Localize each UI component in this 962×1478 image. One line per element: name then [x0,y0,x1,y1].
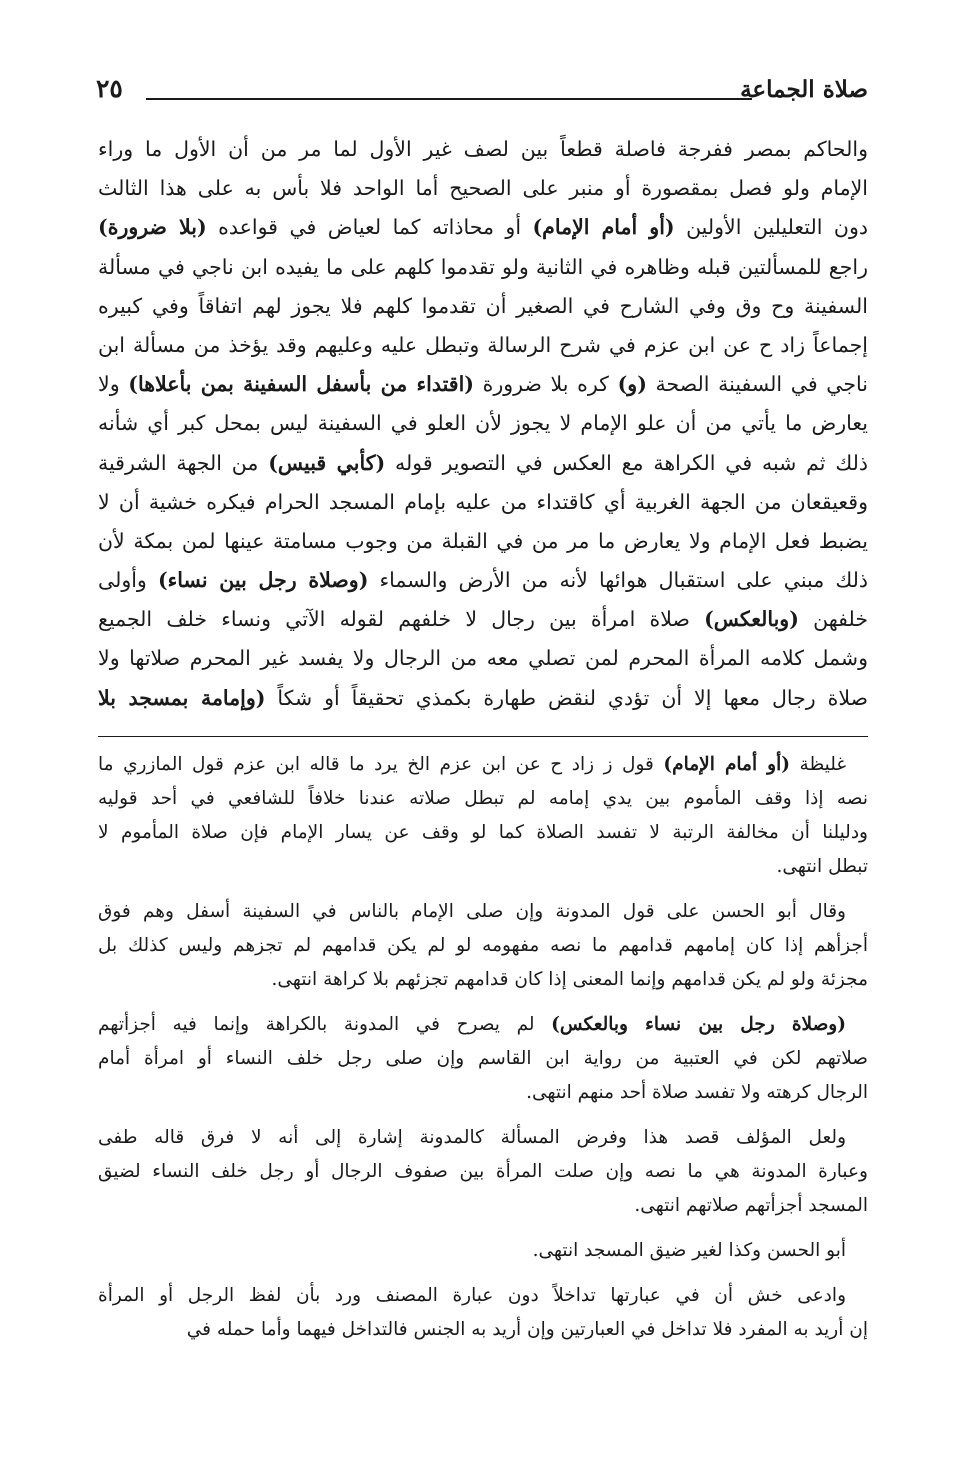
footnote-paragraph [98,1234,868,1268]
chapter-title: صلاة الجماعة [740,76,868,103]
bold-term: (أو أمام الإمام) [532,215,675,240]
footnote-paragraph [98,895,868,997]
page-number: ٢٥ [96,74,123,103]
bold-term: (و) [617,372,647,397]
bold-term: (وصلاة رجل بين نساء وبالعكس) [551,1014,846,1035]
footnote-paragraph [98,748,868,884]
text-line: السفينة وح وق وفي الشارح في الصغير أن تقدموا كلهم فلا يجوز لهم اتفاقاً وفي كبيره [98,293,868,318]
text-line: صلاة رجال معها إلا أن تؤدي لنقض طهارة بكمذي تحقيقاً أو شكاً (وإمامة بمسجد بلا [98,685,868,710]
footnote-line: صلاتهم لكن في العتبية من رواية ابن القاسم وإن صلى رجل خلف النساء أو امرأة أمام [98,1048,868,1069]
bold-term: (وإمامة بمسجد بلا [98,685,266,710]
bold-term: (اقتداء من بأسفل السفينة بمن بأعلاها) [128,372,474,397]
footnote-line: وقال أبو الحسن على قول المدونة وإن صلى الإمام بالناس في السفينة أسفل وهم فوق [98,901,846,922]
running-header [96,72,868,108]
text-line: خلفهن (وبالعكس) صلاة امرأة بين رجال لا خلفهم لقوله الآتي ونساء خلف الجميع [98,607,868,632]
bold-term: (أو أمام الإمام) [663,754,791,775]
text-line: ذلك مبني على استقبال هوائها لأنه من الأرض والسماء (وصلاة رجل بين نساء) وأولى [98,568,868,593]
bold-term: (كأبي قبيس) [268,450,386,475]
footnote-line: وعبارة المدونة هي ما نصه وإن صلت المرأة بين صفوف الرجال أو رجل خلف النساء لضيق [98,1161,868,1182]
text-line: ناجي في السفينة الصحة (و) كره بلا ضرورة (اقتداء من بأسفل السفينة بمن بأعلاها) ولا [98,372,868,397]
text-line: يعارض ما يأتي من أن علو الإمام لا يجوز لأن العلو في السفينة ليس بمحل كبر أي شأنه [98,411,868,436]
footnote-paragraph [98,1121,868,1223]
text-line: إجماعاً زاد ح عن ابن عزم في شرح الرسالة وتبطل عليه وعليهم وقد يؤخذ من مسألة ابن [98,332,868,357]
footnote-line: غليظة (أو أمام الإمام) قول ز زاد ح عن ابن عزم الخ يرد ما قاله ابن عزم قول المازري ما [98,754,847,775]
text-line: وقعيقعان من الجهة الغربية أي كاقتداء من عليه بإمام المسجد الحرام فيكره خشية أن لا [98,489,868,514]
text-line: والحاكم بمصر ففرجة فاصلة قطعاً بين لصف غير الأول لما مر من أن الأول ما وراء [98,137,868,161]
footnote-line: ودليلنا أن مخالفة الرتبة لا تفسد الصلاة كما لو وقف عن يسار الإمام فإن صلاة المأموم لا [98,822,868,843]
footnote-line: المسجد أجزأتهم صلاتهم انتهى. [634,1195,868,1216]
text-line: ذلك ثم شبه في الكراهة مع العكس في التصوير قوله (كأبي قبيس) من الجهة الشرقية [98,450,868,475]
bold-term: (وصلاة رجل بين نساء) [157,568,369,593]
footnote-line: نصه إذا وقف المأموم بين يدي إمامه لم تبطل صلاته عندنا خلافاً للشافعي في أحد قوليه [98,788,868,809]
footnote-line: وادعى خش أن في عبارتها تداخلاً دون عبارة المصنف ورد بأن لفظ الرجل أو المرأة [98,1285,846,1306]
main-text [98,130,868,718]
header-rule [146,98,752,100]
footnote-line: الرجال كرهته ولا تفسد صلاة أحد منهم انتهى. [526,1082,868,1103]
text-line: راجع للمسألتين قبله وظاهره في الثانية ولو تقدموا كلهم على ما يفيده ابن ناجي في مسألة [98,254,868,279]
footnote-paragraph [98,1008,868,1110]
footnote-line: ولعل المؤلف قصد هذا وفرض المسألة كالمدونة إشارة إلى أنه لا فرق قاله طفى [98,1127,846,1148]
text-line: وشمل كلامه المرأة المحرم لمن تصلي معه من الرجال ولا يفسد غير المحرم صلاتها ولا [98,646,868,671]
footnote-line: (وصلاة رجل بين نساء وبالعكس) لم يصرح في المدونة بالكراهة وإنما فيه أجزأتهم [98,1014,846,1035]
text-line: دون التعليلين الأولين (أو أمام الإمام) أو محاذاته كما لعياض في قواعده (بلا ضرورة) [98,215,868,240]
footnotes [98,748,868,1358]
footnote-line: أبو الحسن وكذا لغير ضيق المسجد انتهى. [532,1240,846,1261]
bold-term: (بلا ضرورة) [98,215,207,240]
footnote-line: تبطل انتهى. [776,856,868,877]
footnote-line: أجزأهم إذا كان إمامهم قدامهم ما نصه مفهومه لو لم يكن قدامهم لم تجزهم وليس كذلك بل [98,935,868,956]
footnote-separator [98,736,868,737]
footnote-line: مجزئة ولو لم يكن قدامهم وإنما المعنى إذا كان قدامهم تجزئهم بلا كراهة انتهى. [271,969,868,990]
footnote-paragraph [98,1279,868,1347]
footnote-line: إن أريد به المفرد فلا تداخل في العبارتين وإن أريد به الجنس فالتداخل فيهما وأما حمله في [186,1319,868,1340]
bold-term: (وبالعكس) [704,607,799,632]
text-line: الإمام ولو فصل بمقصورة أو منبر على الصحيح أما الواحد فلا بأس به على هذا الثالث [98,176,868,201]
text-line: يضبط فعل الإمام ولا يعارض ما مر من في القبلة من وجوب مسامتة عينها لمن بمكة لأن [98,528,868,553]
